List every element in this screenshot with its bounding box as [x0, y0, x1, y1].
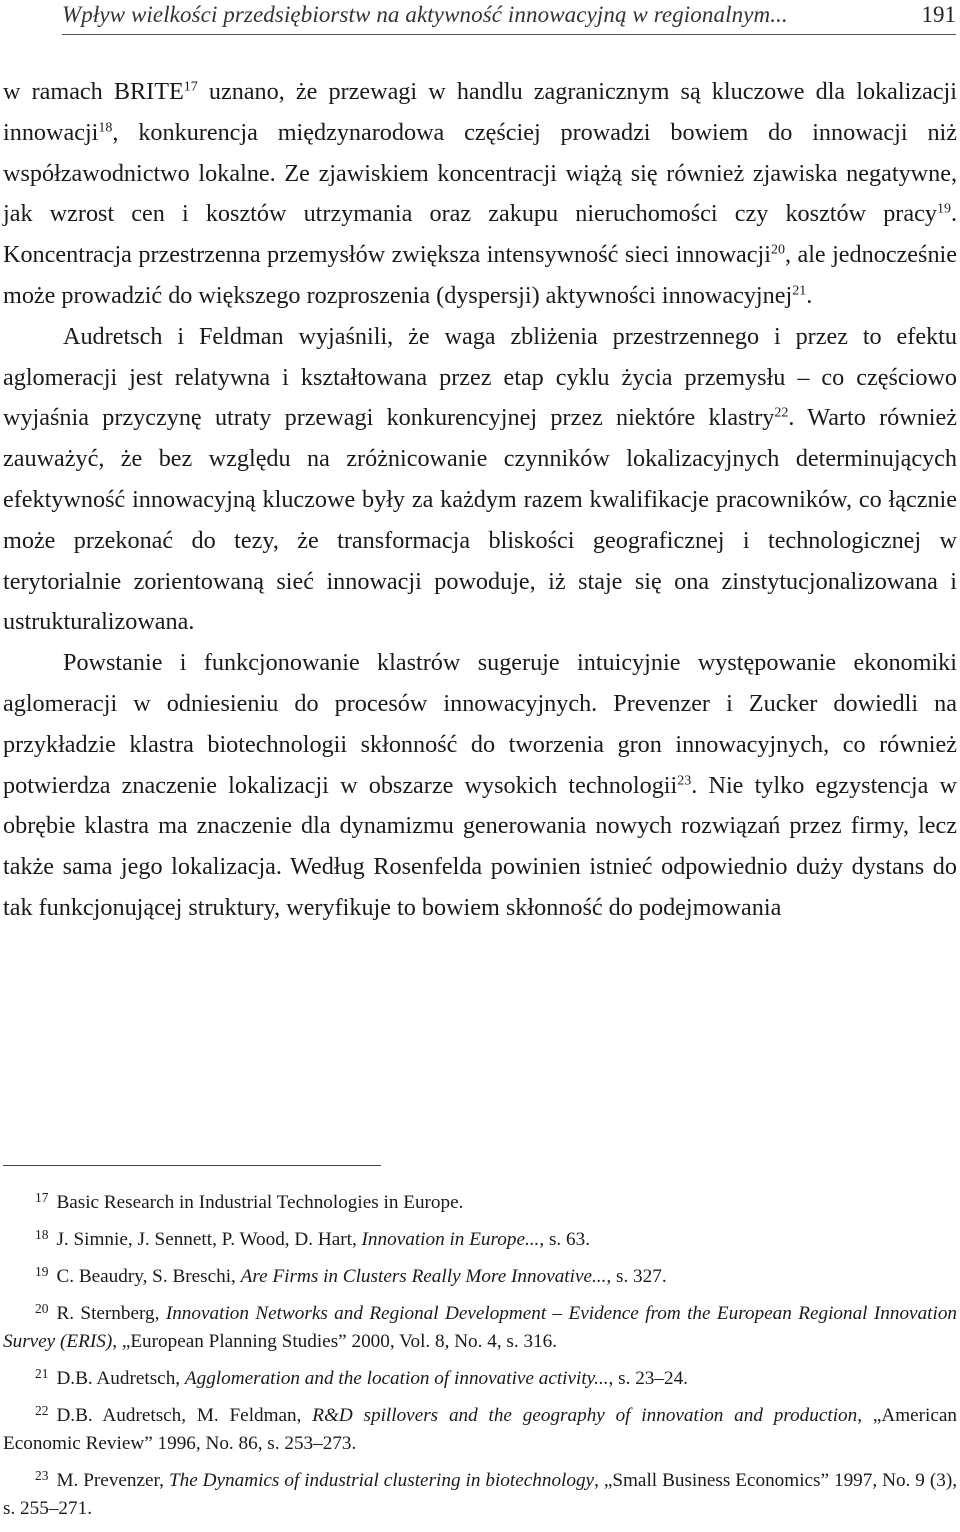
text-run: w ramach BRITE [3, 78, 184, 105]
italic-title: The Dynamics of industrial clustering in biotechnology [168, 1470, 595, 1491]
text-run: J. Simnie, J. Sennett, P. Wood, D. Hart, [56, 1229, 362, 1250]
text-run: uznano, że przewagi w handlu zagranicznym są kluczowe dla lokalizacji innowacji [3, 78, 957, 146]
text-run: , „Small Business Economics” 1997, No. 9 (3), s. 255–271. [3, 1470, 958, 1519]
text-run: M. Prevenzer, [56, 1470, 169, 1491]
footnote [3, 1189, 957, 1217]
paragraph [3, 72, 957, 317]
footnote-ref: 19 [936, 200, 951, 217]
text-run: R. Sternberg, [56, 1303, 166, 1324]
footnote-number: 20 [35, 1300, 49, 1316]
footnote [3, 1402, 957, 1458]
page-number: 191 [921, 2, 956, 27]
footnote-number: 23 [35, 1467, 49, 1483]
text-run: , konkurencja międzynarodowa częściej prowadzi bowiem do innowacji niż współzawodnictwo lokalne. Ze zjawiskiem koncentracji wiążą się również zjawiska negatywne, jak wzrost cen i kosztów utrzymania oraz zakupu nieruchomości czy kosztów pracy [3, 118, 957, 228]
text-run: . [806, 281, 813, 309]
text-run: , s. 23–24. [608, 1368, 688, 1389]
italic-title: Innovation Networks and Regional Development – Evidence from the European Regional Innovation Survey (ERIS) [3, 1303, 958, 1352]
text-run: . Koncentracja przestrzenna przemysłów zwiększa intensywność sieci innowacji [3, 200, 957, 269]
footnote-number: 21 [35, 1365, 49, 1381]
footnote-ref: 18 [98, 119, 113, 136]
text-run: Basic Research in Industrial Technologies in Europe. [56, 1192, 464, 1213]
footnote-ref: 17 [183, 78, 198, 95]
body-text [3, 72, 957, 929]
footnote-number: 22 [35, 1402, 49, 1418]
footnote-ref: 23 [677, 772, 692, 789]
footnote-separator [3, 1165, 381, 1166]
text-run: C. Beaudry, S. Breschi, [56, 1266, 241, 1287]
text-run: , s. 63. [539, 1229, 590, 1250]
footnote [3, 1263, 957, 1291]
text-run: . Warto również zauważyć, że bez względu na zróżnicowanie czynników lokalizacyjnych determinujących efektywność innowacyjną kluczowe były za każdym razem kwalifikacje pracowników, co łącznie może przekonać do tezy, że transformacja bliskości geograficznej i technologicznej w terytorialnie zorientowaną sieć innowacji powoduje, iż staje się ona zinstytucjonalizowana i ustrukturalizowana. [3, 404, 957, 636]
text-run: . Nie tylko egzystencja w obrębie klastra ma znaczenie dla dynamizmu generowania nowych rozwiązań przez firmy, lecz także sama jego lokalizacja. Według Rosenfelda powinien istnieć odpowiednio duży dystans do tak funkcjonującej struktury, weryfikuje to bowiem skłonność do podejmowania [3, 771, 957, 921]
text-run: , „European Planning Studies” 2000, Vol. 8, No. 4, s. 316. [112, 1331, 558, 1352]
footnote-number: 19 [35, 1263, 49, 1279]
text-run: , ale jednocześnie może prowadzić do większego rozproszenia (dyspersji) aktywności innowacyjnej [3, 241, 957, 309]
italic-title: Innovation in Europe... [361, 1229, 540, 1250]
footnotes [3, 1189, 957, 1532]
italic-title: R&D spillovers and the geography of innovation and production [312, 1405, 858, 1426]
text-run: D.B. Audretsch, M. Feldman, [56, 1405, 313, 1426]
text-run: Audretsch i Feldman wyjaśnili, że waga zbliżenia przestrzennego i przez to efektu aglomeracji jest relatywna i kształtowana przez etap cyklu życia przemysłu – co częściowo wyjaśnia przyczynę utraty przewagi konkurencyjnej przez niektóre klastry [3, 322, 957, 432]
text-run: , „American Economic Review” 1996, No. 86, s. 253–273. [3, 1405, 957, 1454]
text-run: Powstanie i funkcjonowanie klastrów sugeruje intuicyjnie występowanie ekonomiki aglomeracji w odniesieniu do procesów innowacyjnych. Prevenzer i Zucker dowiedli na przykładzie klastra biotechnologii skłonność do tworzenia gron innowacyjnych, co również potwierdza znaczenie lokalizacji w obszarze wysokich technologii [3, 649, 957, 799]
running-header [62, 0, 956, 35]
footnote [3, 1467, 957, 1523]
footnote-number: 18 [35, 1226, 49, 1242]
text-run: , s. 327. [606, 1266, 667, 1287]
footnote [3, 1300, 957, 1356]
italic-title: Agglomeration and the location of innovative activity... [184, 1368, 609, 1389]
footnote-ref: 20 [770, 241, 785, 258]
footnote-number: 17 [35, 1189, 49, 1205]
paragraph [3, 643, 957, 929]
footnote [3, 1226, 957, 1254]
footnote-ref: 21 [792, 282, 807, 299]
footnote-ref: 22 [774, 404, 789, 421]
italic-title: Are Firms in Clusters Really More Innovative... [240, 1266, 607, 1287]
running-title: Wpływ wielkości przedsiębiorstw na aktywność innowacyjną w regionalnym... [62, 2, 788, 27]
footnote [3, 1365, 957, 1393]
text-run: D.B. Audretsch, [56, 1368, 185, 1389]
paragraph [3, 317, 957, 643]
